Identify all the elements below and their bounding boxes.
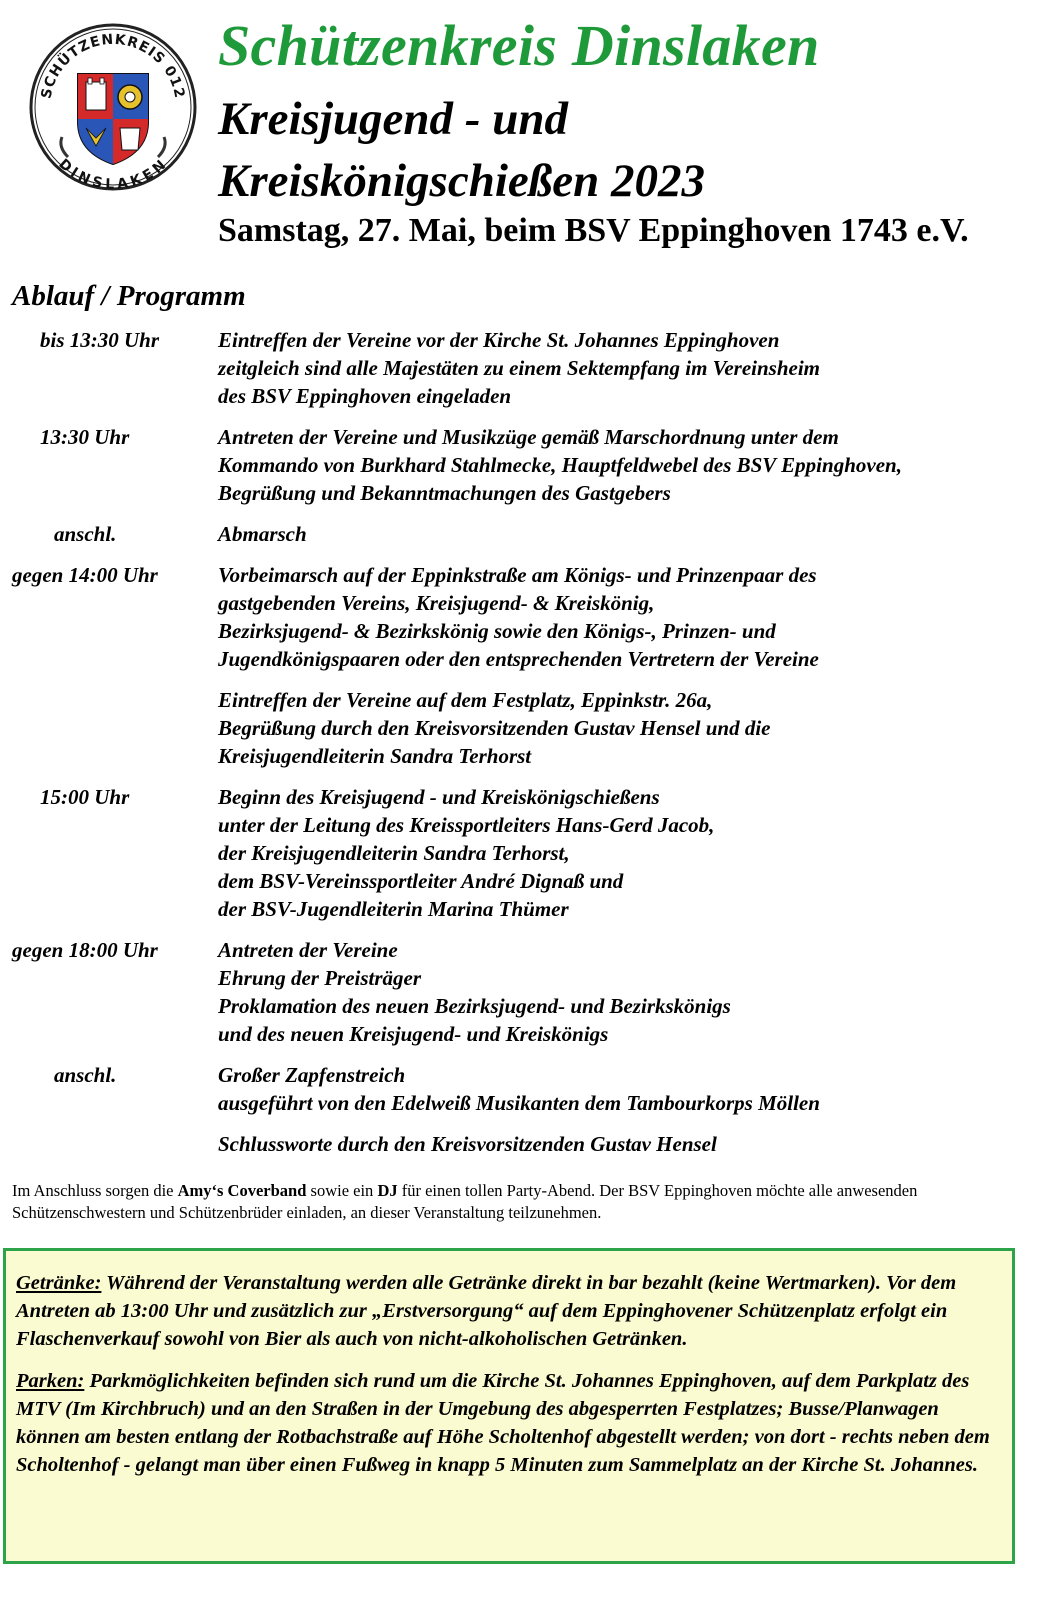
seal-ring-bottom-text: DINSLAKEN [55, 156, 171, 192]
program-row [0, 686, 1052, 770]
drinks-paragraph [16, 1269, 1004, 1353]
drinks-label: Getränke: [16, 1272, 102, 1294]
program-line: Begrüßung und Bekanntmachungen des Gastgebers [218, 481, 671, 505]
program-description [218, 936, 1052, 1048]
program-line: Antreten der Vereine [218, 938, 398, 962]
parking-label: Parken: [16, 1370, 85, 1392]
event-date-line: Samstag, 27. Mai, beim BSV Eppinghoven 1743 e.V. [218, 212, 969, 249]
program-time: gegen 18:00 Uhr [12, 938, 158, 962]
notes-box [3, 1248, 1015, 1564]
program-row [0, 783, 1052, 923]
program-line: der Kreisjugendleiterin Sandra Terhorst, [218, 841, 570, 865]
info-text: für einen tollen Party-Abend. Der BSV Eppinghoven möchte alle anwesenden Schützenschwestern und Schützenbrüder einladen, an dieser Veranstaltung teilzunehmen. [12, 1181, 918, 1222]
program-description [218, 561, 1052, 673]
program-line: Schlussworte durch den Kreisvorsitzenden Gustav Hensel [218, 1132, 717, 1156]
program-line: Kommando von Burkhard Stahlmecke, Hauptfeldwebel des BSV Eppinghoven, [218, 453, 902, 477]
program-line: Begrüßung durch den Kreisvorsitzenden Gustav Hensel und die [218, 716, 771, 740]
program-line: Abmarsch [218, 522, 307, 546]
program-line: Eintreffen der Vereine vor der Kirche St. Johannes Eppinghoven [218, 328, 780, 352]
program-list [0, 326, 1052, 1171]
program-time: anschl. [54, 1063, 117, 1087]
program-row [0, 520, 1052, 548]
program-line: Proklamation des neuen Bezirksjugend- und Bezirkskönigs [218, 994, 731, 1018]
section-title-programm: Ablauf / Programm [12, 280, 246, 312]
page-title: Schützenkreis Dinslaken [218, 13, 820, 78]
program-row [0, 326, 1052, 410]
event-subtitle-line2: Kreiskönigschießen 2023 [218, 155, 706, 207]
program-description [218, 1061, 1052, 1117]
program-line: gastgebenden Vereins, Kreisjugend- & Kreiskönig, [218, 591, 655, 615]
program-line: der BSV-Jugendleiterin Marina Thümer [218, 897, 569, 921]
info-dj: DJ [377, 1181, 398, 1200]
program-line: Vorbeimarsch auf der Eppinkstraße am Königs- und Prinzenpaar des [218, 563, 817, 587]
program-time [0, 686, 218, 770]
program-row [0, 1061, 1052, 1117]
kreis-seal-icon [28, 22, 198, 192]
program-time: anschl. [54, 522, 117, 546]
event-subtitle-line1: Kreisjugend - und [218, 93, 568, 145]
program-time: bis 13:30 Uhr [40, 328, 160, 352]
program-row [0, 1130, 1052, 1158]
program-row [0, 423, 1052, 507]
program-row [0, 561, 1052, 673]
program-line: des BSV Eppinghoven eingeladen [218, 384, 512, 408]
program-time: 15:00 Uhr [40, 785, 130, 809]
program-line: Kreisjugendleiterin Sandra Terhorst [218, 744, 532, 768]
parking-text: Parkmöglichkeiten befinden sich rund um die Kirche St. Johannes Eppinghoven, auf dem Parkplatz des MTV (Im Kirchbruch) und an den Straßen in der Umgebung des abgesperrten Festplatzes; Busse/Planwagen können am besten entlang der Rotbachstraße auf Höhe Scholtenhof abgestellt werden; von dort - rechts neben dem Scholtenhof - gelangt man über einen Fußweg in knapp 5 Minuten zum Sammelplatz an der Kirche St. Johannes. [16, 1370, 990, 1476]
info-text: sowie ein [306, 1181, 378, 1200]
program-line: und des neuen Kreisjugend- und Kreiskönigs [218, 1022, 609, 1046]
info-text: Im Anschluss sorgen die [12, 1181, 178, 1200]
program-line: Eintreffen der Vereine auf dem Festplatz, Eppinkstr. 26a, [218, 688, 713, 712]
program-time: 13:30 Uhr [40, 425, 130, 449]
program-description [218, 423, 1052, 507]
info-band-name: Amy‘s Coverband [177, 1181, 307, 1200]
program-line: Bezirksjugend- & Bezirkskönig sowie den Königs-, Prinzen- und [218, 619, 776, 643]
program-time [0, 1130, 218, 1158]
program-line: zeitgleich sind alle Majestäten zu einem Sektempfang im Vereinsheim [218, 356, 821, 380]
program-description [218, 783, 1052, 923]
kreis-logo [28, 22, 198, 192]
program-row [0, 936, 1052, 1048]
info-paragraph [12, 1180, 1042, 1224]
program-description [218, 326, 1052, 410]
drinks-text: Während der Veranstaltung werden alle Getränke direkt in bar bezahlt (keine Wertmarken). Vor dem Antreten ab 13:00 Uhr und zusätzlich zur „Erstversorgung“ auf dem Eppinghovener Schützenplatz erfolgt ein Flaschenverkauf sowohl von Bier als auch von nicht-alkoholischen Getränken. [16, 1272, 957, 1350]
seal-ring-top-text: SCHÜTZENKREIS 012 [38, 31, 188, 101]
program-line: ausgeführt von den Edelweiß Musikanten dem Tambourkorps Möllen [218, 1091, 820, 1115]
program-time: gegen 14:00 Uhr [12, 563, 158, 587]
program-description [218, 1130, 1052, 1158]
program-line: Beginn des Kreisjugend - und Kreiskönigschießens [218, 785, 660, 809]
program-description [218, 686, 1052, 770]
program-line: unter der Leitung des Kreissportleiters Hans-Gerd Jacob, [218, 813, 715, 837]
program-line: Jugendkönigspaaren oder den entsprechenden Vertretern der Vereine [218, 647, 819, 671]
program-line: Großer Zapfenstreich [218, 1063, 406, 1087]
parking-paragraph [16, 1367, 1004, 1479]
program-line: Ehrung der Preisträger [218, 966, 422, 990]
program-description [218, 520, 1052, 548]
program-line: Antreten der Vereine und Musikzüge gemäß Marschordnung unter dem [218, 425, 839, 449]
program-line: dem BSV-Vereinssportleiter André Dignaß und [218, 869, 624, 893]
